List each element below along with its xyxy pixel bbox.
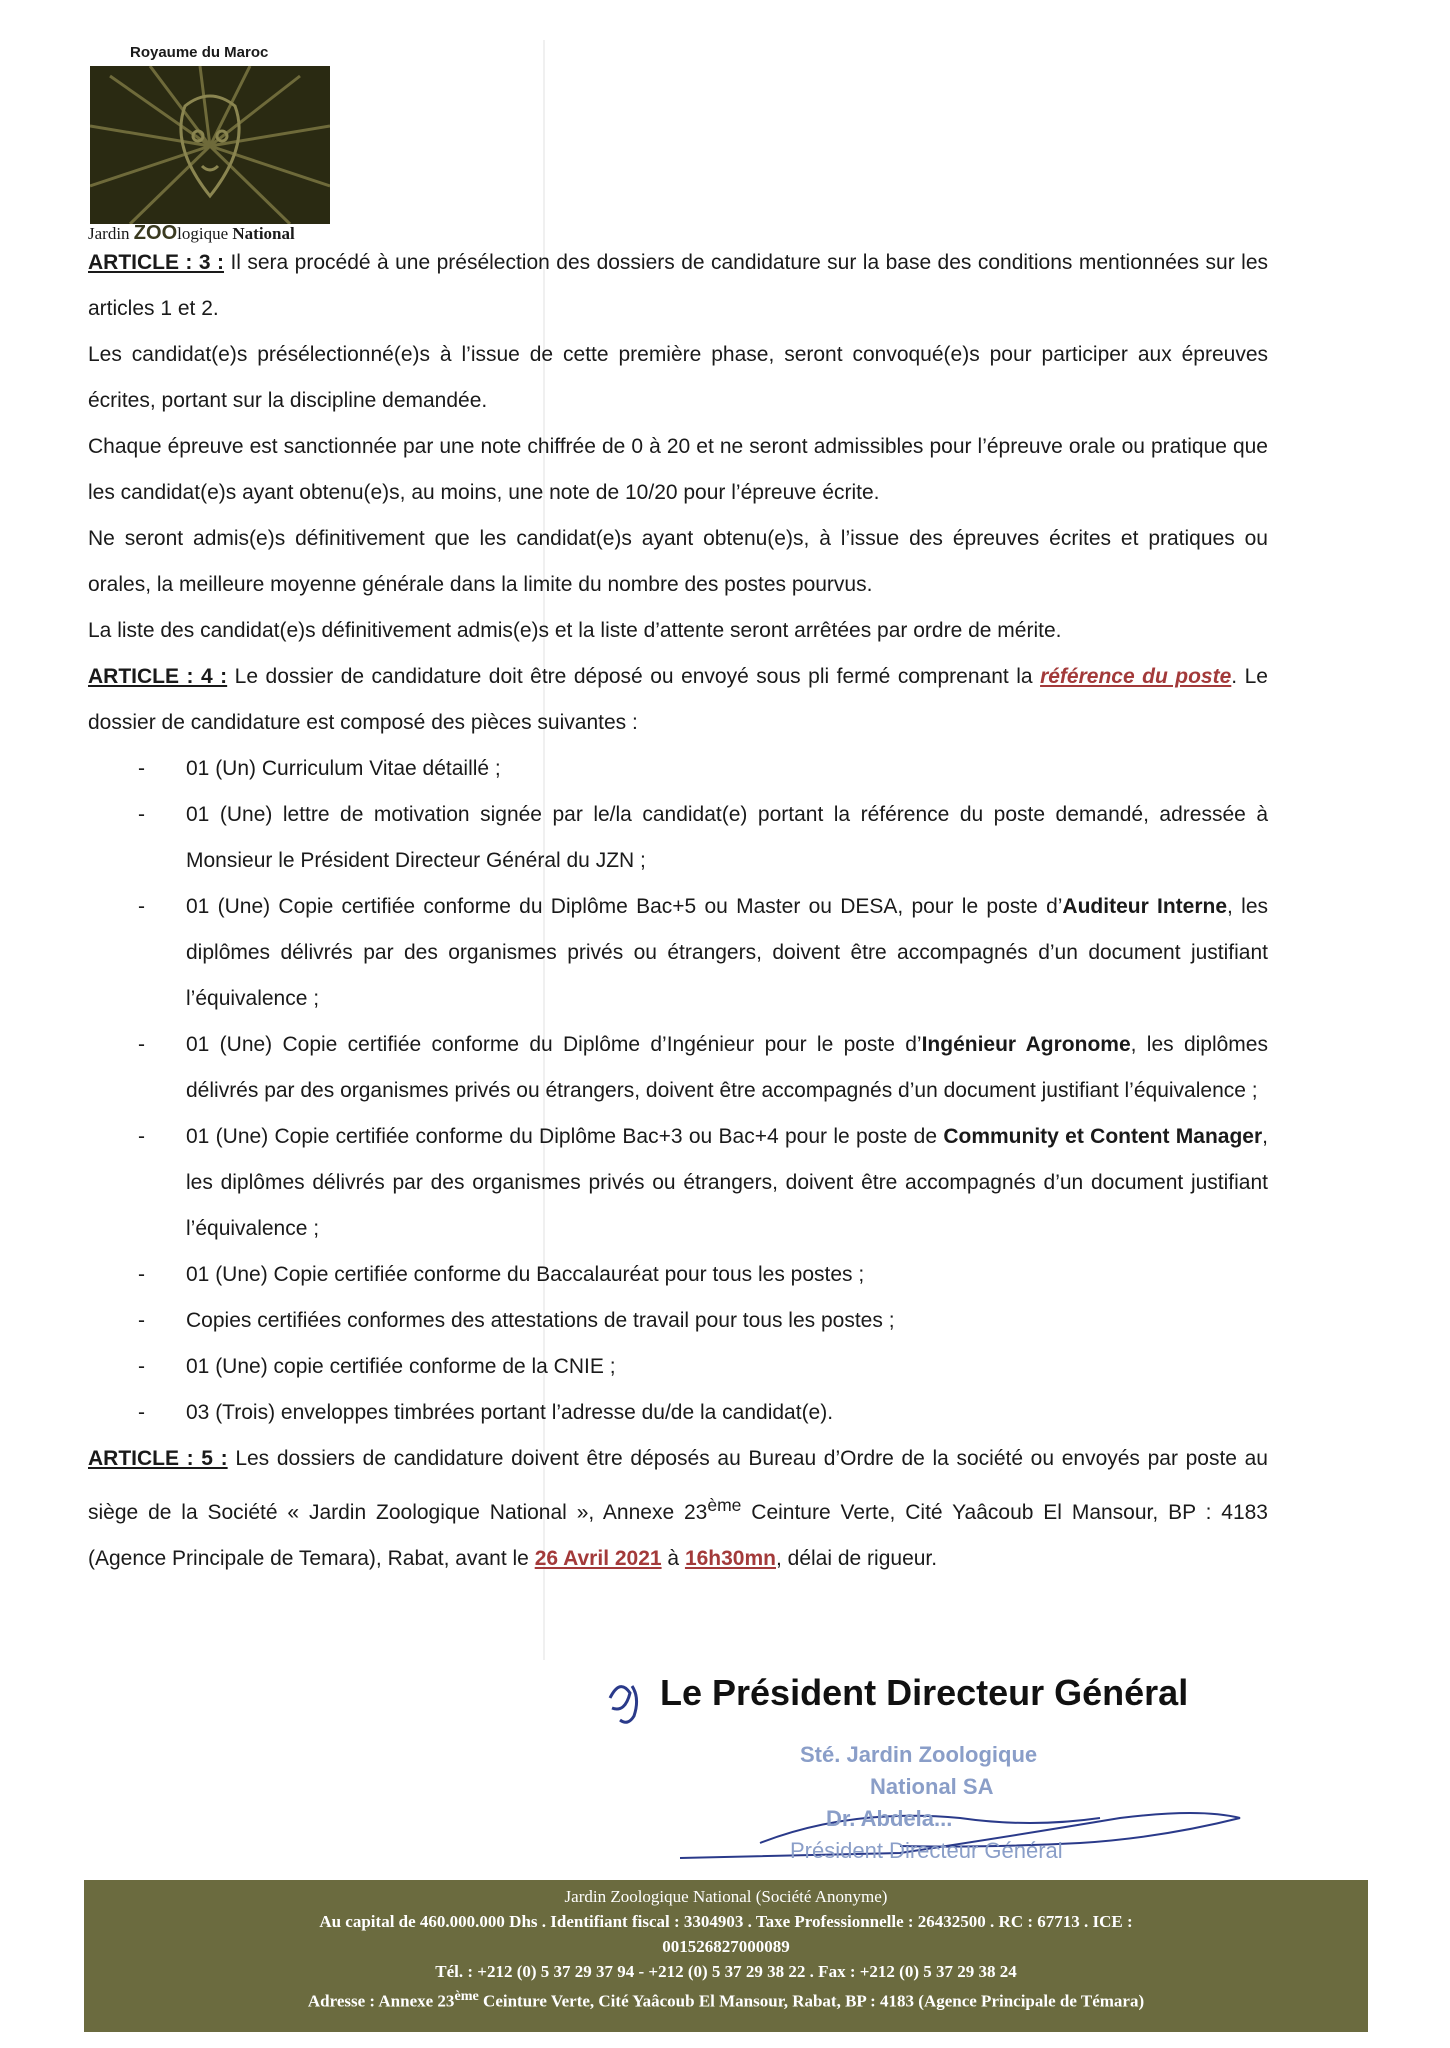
list-item xyxy=(138,1252,1268,1298)
kingdom-label: Royaume du Maroc xyxy=(130,44,269,61)
logo-logique-text: logique xyxy=(177,224,229,243)
article5-sup: ème xyxy=(707,1495,742,1515)
article4-title: ARTICLE : 4 : xyxy=(88,665,228,688)
signatory-title: Le Président Directeur Général xyxy=(660,1672,1189,1713)
article5-title: ARTICLE : 5 : xyxy=(88,1447,228,1470)
item-text: 01 (Une) Copie certifiée conforme du Baccalauréat pour tous les postes ; xyxy=(186,1263,865,1286)
stamp-line-2: National SA xyxy=(870,1774,994,1799)
footer-line-5 xyxy=(84,1984,1368,2014)
footer-address-a: Adresse : Annexe 23 xyxy=(307,1991,455,2011)
list-item xyxy=(138,884,1268,1022)
article3-p5: La liste des candidat(e)s définitivement admis(e)s et la liste d’attente seront arrêtées par ordre de mérite. xyxy=(88,619,1062,642)
item-text: 01 (Un) Curriculum Vitae détaillé ; xyxy=(186,757,501,780)
article3-text1: Il sera procédé à une présélection des dossiers de candidature sur la base des conditions mentionnées sur les articles 1 et 2. xyxy=(88,251,1268,320)
list-dash: - xyxy=(138,803,145,826)
item-text: Copies certifiées conformes des attestations de travail pour tous les postes ; xyxy=(186,1309,895,1332)
company-footer xyxy=(84,1880,1368,2032)
stamp-line-3: Dr. Abdela... xyxy=(826,1806,953,1831)
article5-text-d: , délai de rigueur. xyxy=(775,1547,938,1570)
logo-jardin-text: Jardin xyxy=(88,224,130,243)
stamp-line-1: Sté. Jardin Zoologique xyxy=(800,1742,1038,1767)
article5-paragraph xyxy=(88,1436,1268,1582)
list-dash: - xyxy=(138,757,145,780)
article3-p4: Ne seront admis(e)s définitivement que les candidat(e)s ayant obtenu(e)s, à l’issue des épreuves écrites et pratiques ou orales, la meilleure moyenne générale dans la limite du nombre des postes pourvus. xyxy=(88,527,1268,596)
article5-text-b: Ceinture Verte, Cité Yaâcoub El Mansour, BP : 4183 (Agence Principale de Temara), Rabat, avant le xyxy=(88,1501,1268,1570)
item-text-tail: , les diplômes délivrés par des organismes privés ou étrangers, doivent être accompagnés d’un document justifiant l’équivalence ; xyxy=(186,1033,1268,1102)
item-text: 01 (Une) Copie certifiée conforme du Diplôme Bac+3 ou Bac+4 pour le poste de xyxy=(186,1125,944,1148)
logo-national-text: National xyxy=(232,224,295,243)
article4-intro xyxy=(88,654,1268,746)
list-dash: - xyxy=(138,1309,145,1332)
lion-logo xyxy=(90,66,330,224)
item-post-name: Community et Content Manager xyxy=(943,1125,1263,1148)
list-dash: - xyxy=(138,1401,145,1424)
item-text: 03 (Trois) enveloppes timbrées portant l’adresse du/de la candidat(e). xyxy=(186,1401,834,1424)
item-post-name: Ingénieur Agronome xyxy=(921,1033,1131,1056)
list-dash: - xyxy=(138,1033,145,1056)
footer-line-4: Tél. : +212 (0) 5 37 29 37 94 - +212 (0) 5 37 29 38 22 . Fax : +212 (0) 5 37 29 38 24 xyxy=(435,1962,1017,1981)
footer-address-b: Ceinture Verte, Cité Yaâcoub El Mansour, Rabat, BP : 4183 (Agence Principale de Témara) xyxy=(478,1991,1145,2011)
list-dash: - xyxy=(138,1263,145,1286)
list-item xyxy=(138,746,1268,792)
article3-p1 xyxy=(88,240,1268,332)
footer-line-2: Au capital de 460.000.000 Dhs . Identifiant fiscal : 3304903 . Taxe Professionnelle : 26432500 . RC : 67713 . ICE : xyxy=(319,1912,1133,1931)
logo-zoo-text: ZOO xyxy=(133,222,178,244)
article3-p2: Les candidat(e)s présélectionné(e)s à l’issue de cette première phase, seront convoqué(e)s pour participer aux épreuves écrites, portant sur la discipline demandée. xyxy=(88,343,1268,412)
list-item xyxy=(138,792,1268,884)
footer-line-1: Jardin Zoologique National (Société Anonyme) xyxy=(564,1887,888,1906)
item-text: 01 (Une) Copie certifiée conforme du Diplôme Bac+5 ou Master ou DESA, pour le poste d’ xyxy=(186,895,1063,918)
item-text: 01 (Une) copie certifiée conforme de la CNIE ; xyxy=(186,1355,616,1378)
item-text-tail: , les diplômes délivrés par des organismes privés ou étrangers, doivent être accompagnés d’un document justifiant l’équivalence ; xyxy=(186,1125,1268,1240)
list-item xyxy=(138,1114,1268,1252)
pieces-list xyxy=(88,746,1268,1436)
footer-line-3: 001526827000089 xyxy=(662,1937,790,1956)
deadline-date: 26 Avril 2021 xyxy=(534,1547,662,1570)
article5-text-c: à xyxy=(661,1547,685,1570)
footer-sup: ème xyxy=(454,1988,479,2004)
item-text: 01 (Une) lettre de motivation signée par le/la candidat(e) portant la référence du poste demandé, adressée à Monsieur le Président Directeur Général du JZN ; xyxy=(186,803,1268,872)
deadline-time: 16h30mn xyxy=(684,1547,776,1570)
list-dash: - xyxy=(138,1355,145,1378)
item-text: 01 (Une) Copie certifiée conforme du Diplôme d’Ingénieur pour le poste d’ xyxy=(186,1033,922,1056)
reference-du-poste: référence du poste xyxy=(1040,665,1232,688)
stamp-line-4: Président Directeur Général xyxy=(790,1838,1063,1863)
signature-block xyxy=(600,1668,1320,1888)
article5-text-a: Les dossiers de candidature doivent être déposés au Bureau d’Ordre de la société ou envoyés par poste au siège de la Société « Jardin Zoologique National », Annexe 23 xyxy=(88,1447,1268,1524)
list-item xyxy=(138,1022,1268,1114)
item-text-tail: , les diplômes délivrés par des organismes privés ou étrangers, doivent être accompagnés d’un document justifiant l’équivalence ; xyxy=(186,895,1268,1010)
article3-p3: Chaque épreuve est sanctionnée par une note chiffrée de 0 à 20 et ne seront admissibles pour l’épreuve orale ou pratique que les candidat(e)s ayant obtenu(e)s, au moins, une note de 10/20 pour l’épreuve écrite. xyxy=(88,435,1268,504)
document-body xyxy=(88,240,1268,1582)
item-post-name: Auditeur Interne xyxy=(1062,895,1228,918)
article3-title: ARTICLE : 3 : xyxy=(88,251,224,274)
list-item xyxy=(138,1390,1268,1436)
list-dash: - xyxy=(138,1125,145,1148)
article4-intro-text: Le dossier de candidature doit être déposé ou envoyé sous pli fermé comprenant la xyxy=(234,665,1033,688)
list-item xyxy=(138,1344,1268,1390)
list-dash: - xyxy=(138,895,145,918)
article4-intro-tail: . Le dossier de candidature est composé des pièces suivantes : xyxy=(88,665,1268,734)
list-item xyxy=(138,1298,1268,1344)
